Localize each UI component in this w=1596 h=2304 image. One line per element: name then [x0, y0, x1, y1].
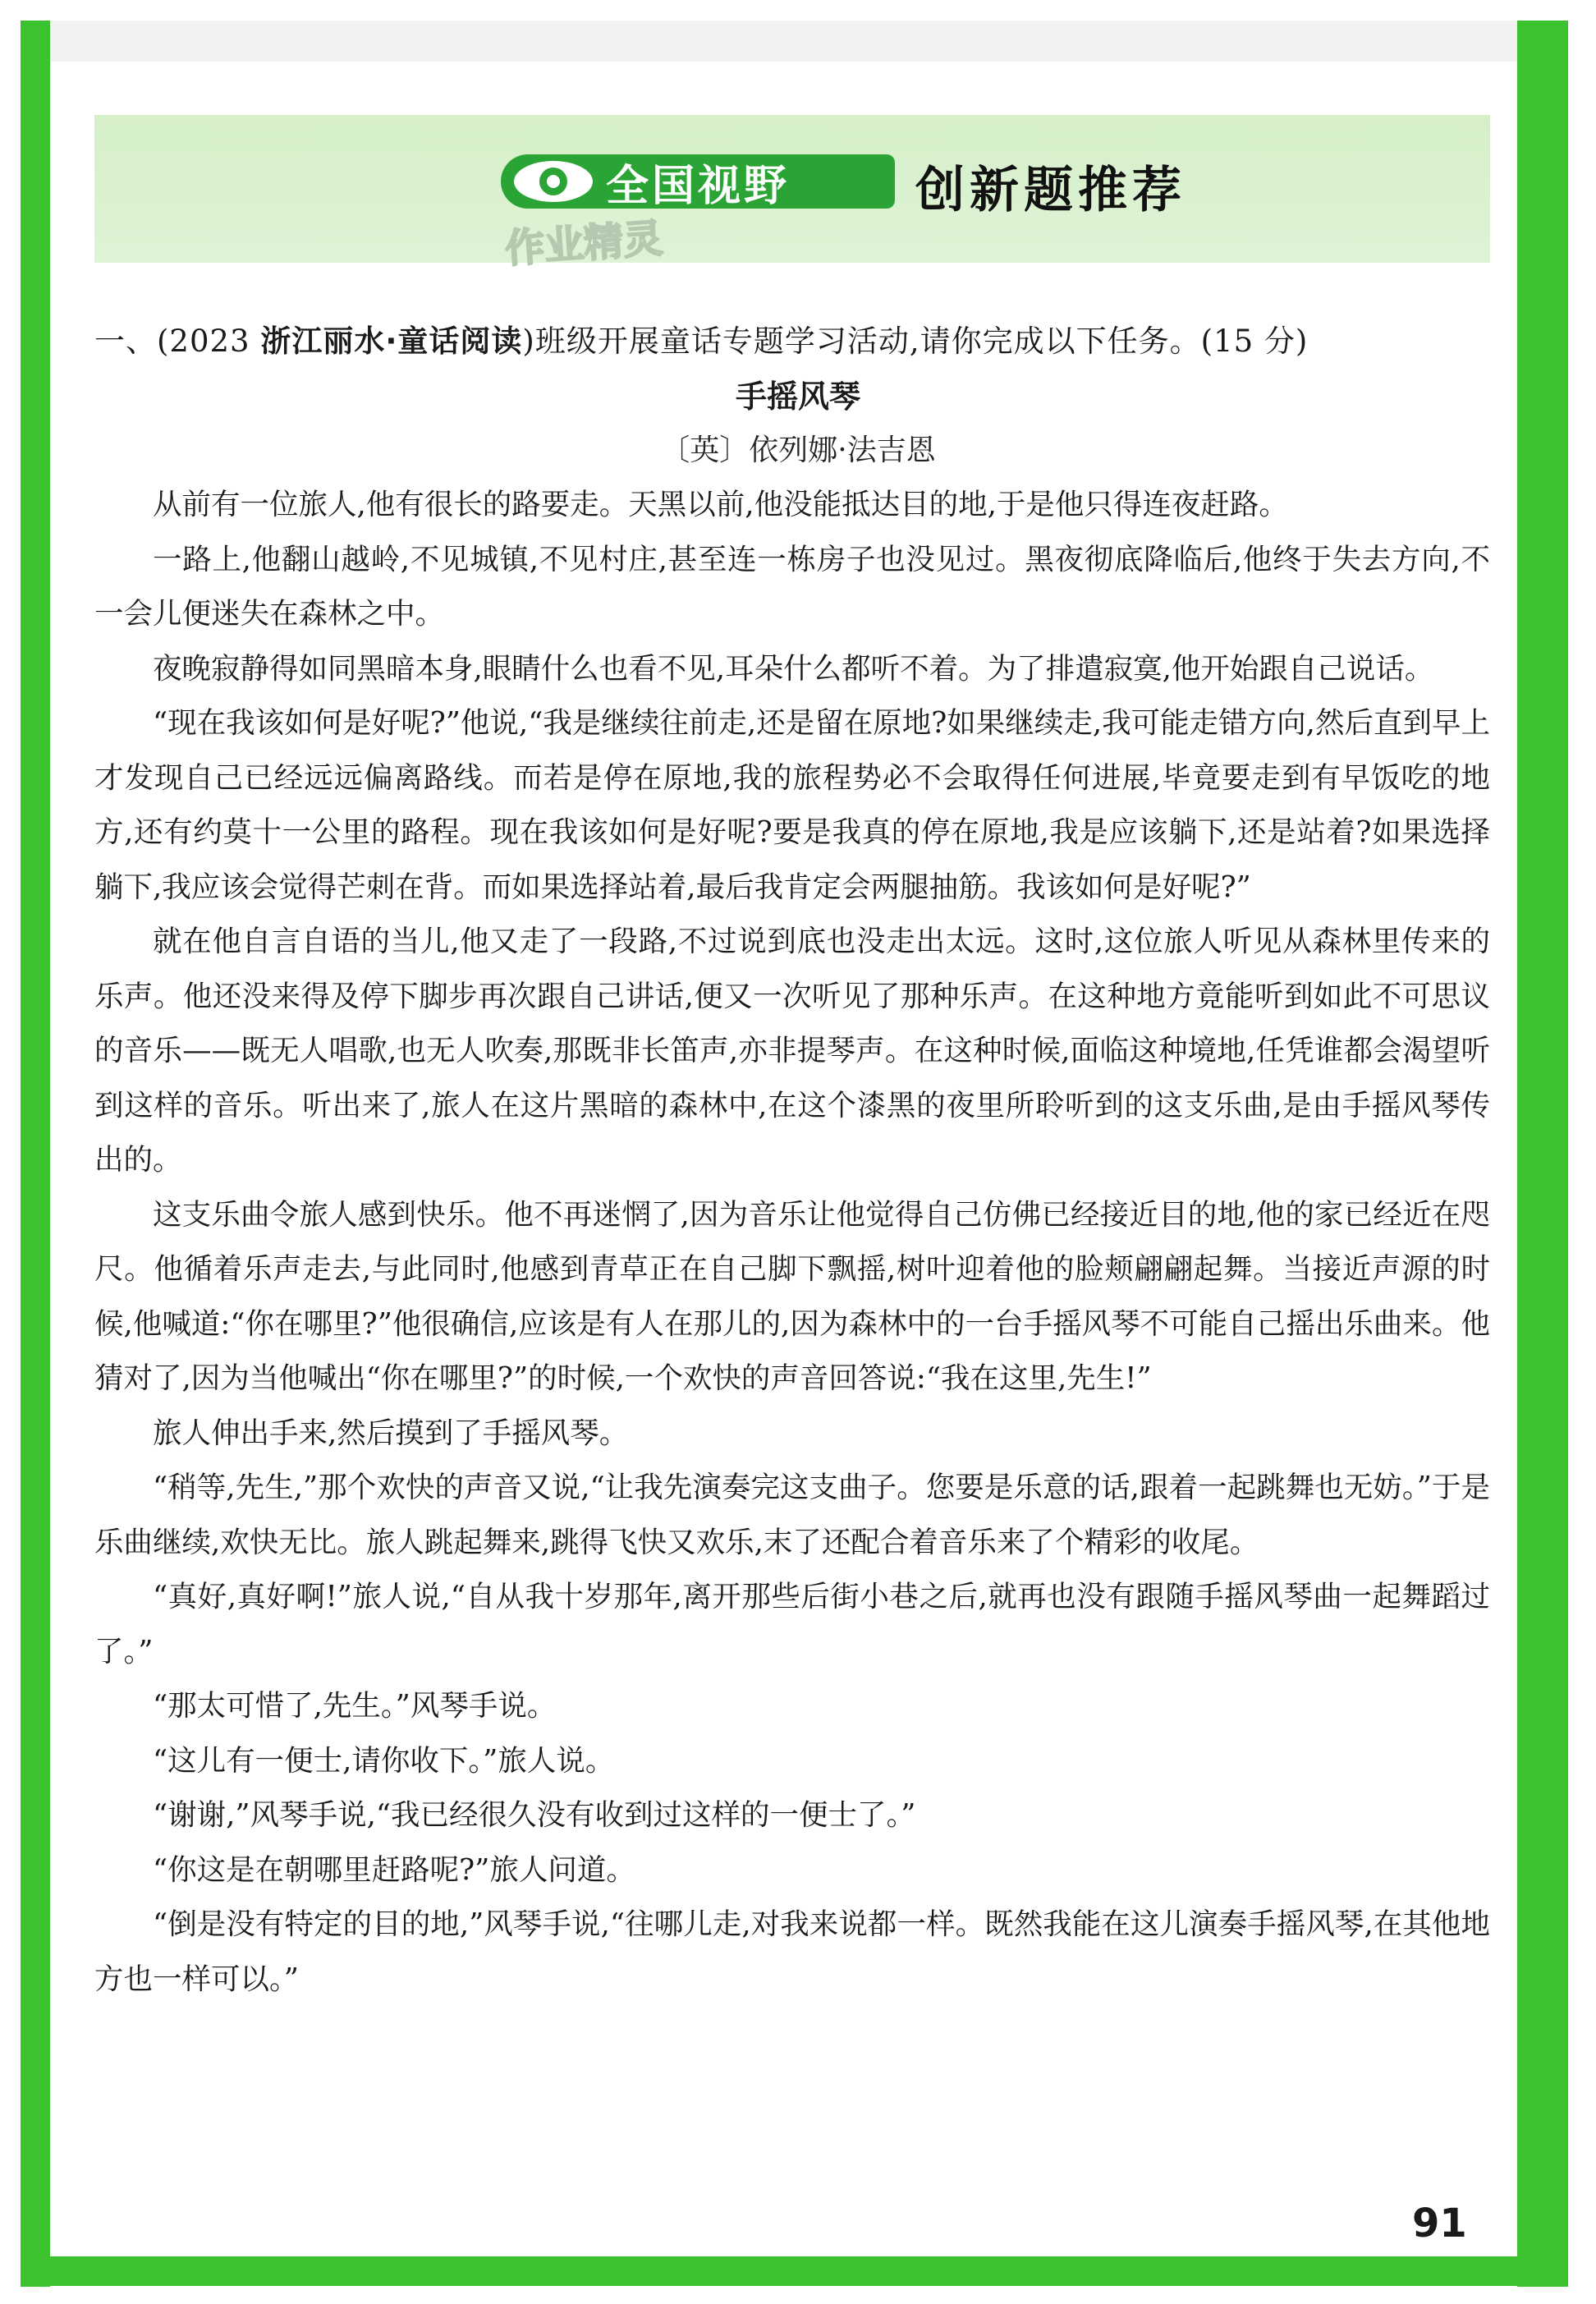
question-prompt: [94, 316, 1507, 360]
paragraph: “那太可惜了,先生。”风琴手说。: [153, 1689, 557, 1723]
story-title: 手摇风琴: [735, 379, 860, 415]
paragraph: 这支乐曲令旅人感到快乐。他不再迷惘了,因为音乐让他觉得自己仿佛已经接近目的地,他的家已经近在咫尺。他循着乐声走去,与此同时,他感到青草正在自己脚下飘摇,树叶迎着他的脸颊翩翩起舞。当接近声源的时候,他喊道:“你在哪里?”他很确信,应该是有人在那儿的,因为森林中的一台手摇风琴不可能自己摇出乐曲来。他猜对了,因为当他喊出“你在哪里?”的时候,一个欢快的声音回答说:“我在这里,先生!”: [94, 1197, 1490, 1395]
watermark-logo: 作业精灵: [503, 215, 665, 273]
question-prefix: 一、(2023: [94, 324, 261, 359]
section-banner: [94, 115, 1490, 273]
page-number: 91: [1412, 2201, 1467, 2247]
banner-title: 创新题推荐: [915, 162, 1186, 219]
paragraph: 从前有一位旅人,他有很长的路要走。天黑以前,他没能抵达目的地,于是他只得连夜赶路。: [153, 488, 1288, 521]
paragraph: “现在我该如何是好呢?”他说,“我是继续往前走,还是留在原地?如果继续走,我可能走错方向,然后直到早上才发现自己已经远远偏离路线。而若是停在原地,我的旅程势必不会取得任何进展,毕竟要走到有早饭吃的地方,还有约莫十一公里的路程。现在我该如何是好呢?要是我真的停在原地,我是应该躺下,还是站着?如果选择躺下,我应该会觉得芒刺在背。而如果选择站着,最后我肯定会两腿抽筋。我该如何是好呢?”: [94, 706, 1490, 904]
paragraph: 夜晚寂静得如同黑暗本身,眼睛什么也看不见,耳朵什么都听不着。为了排遣寂寞,他开始跟自己说话。: [153, 651, 1434, 686]
paragraph: “稍等,先生,”那个欢快的声音又说,“让我先演奏完这支曲子。您要是乐意的话,跟着一起跳舞也无妨。”于是乐曲继续,欢快无比。旅人跳起舞来,跳得飞快又欢乐,末了还配合着音乐来了个精彩的收尾。: [94, 1471, 1490, 1559]
green-border-right: [1517, 21, 1568, 2287]
paragraph: “你这是在朝哪里赶路呢?”旅人问道。: [153, 1852, 635, 1887]
badge-label: 全国视野: [606, 161, 791, 211]
paragraph: “真好,真好啊!”旅人说,“自从我十岁那年,离开那些后街小巷之后,就再也没有跟随手摇风琴曲一起舞蹈过了。”: [94, 1580, 1490, 1668]
section-badge: [501, 154, 895, 209]
paragraph: 一路上,他翻山越岭,不见城镇,不见村庄,甚至连一栋房子也没见过。黑夜彻底降临后,他终于失去方向,不一会儿便迷失在森林之中。: [94, 542, 1490, 631]
eye-icon: [514, 161, 593, 202]
paragraph: “这儿有一便士,请你收下。”旅人说。: [153, 1743, 615, 1778]
green-border-left: [21, 21, 50, 2287]
question-source: 浙江丽水·童话阅读: [260, 324, 523, 359]
paragraph: 就在他自言自语的当儿,他又走了一段路,不过说到底也没走出太远。这时,这位旅人听见从森林里传来的乐声。他还没来得及停下脚步再次跟自己讲话,便又一次听见了那种乐声。在这种地方竟能听到如此不可思议的音乐——既无人唱歌,也无人吹奏,那既非长笛声,亦非提琴声。在这种时候,面临这种境地,任凭谁都会渴望听到这样的音乐。听出来了,旅人在这片黑暗的森林中,在这个漆黑的夜里所聆听到的这支乐曲,是由手摇风琴传出的。: [94, 925, 1490, 1177]
question-suffix: )班级开展童话专题学习活动,请你完成以下任务。(15 分): [522, 324, 1309, 359]
story-body: [94, 478, 1490, 2007]
page-top-margin: [21, 21, 1556, 62]
paragraph: “倒是没有特定的目的地,”风琴手说,“往哪儿走,对我来说都一样。既然我能在这儿演奏手摇风琴,在其他地方也一样可以。”: [94, 1907, 1490, 1996]
paragraph: 旅人伸出手来,然后摸到了手摇风琴。: [153, 1416, 629, 1450]
green-border-bottom: [21, 2256, 1568, 2286]
story-author: 〔英〕依列娜·法吉恩: [660, 434, 936, 467]
paragraph: “谢谢,”风琴手说,“我已经很久没有收到过这样的一便士了。”: [153, 1798, 916, 1832]
